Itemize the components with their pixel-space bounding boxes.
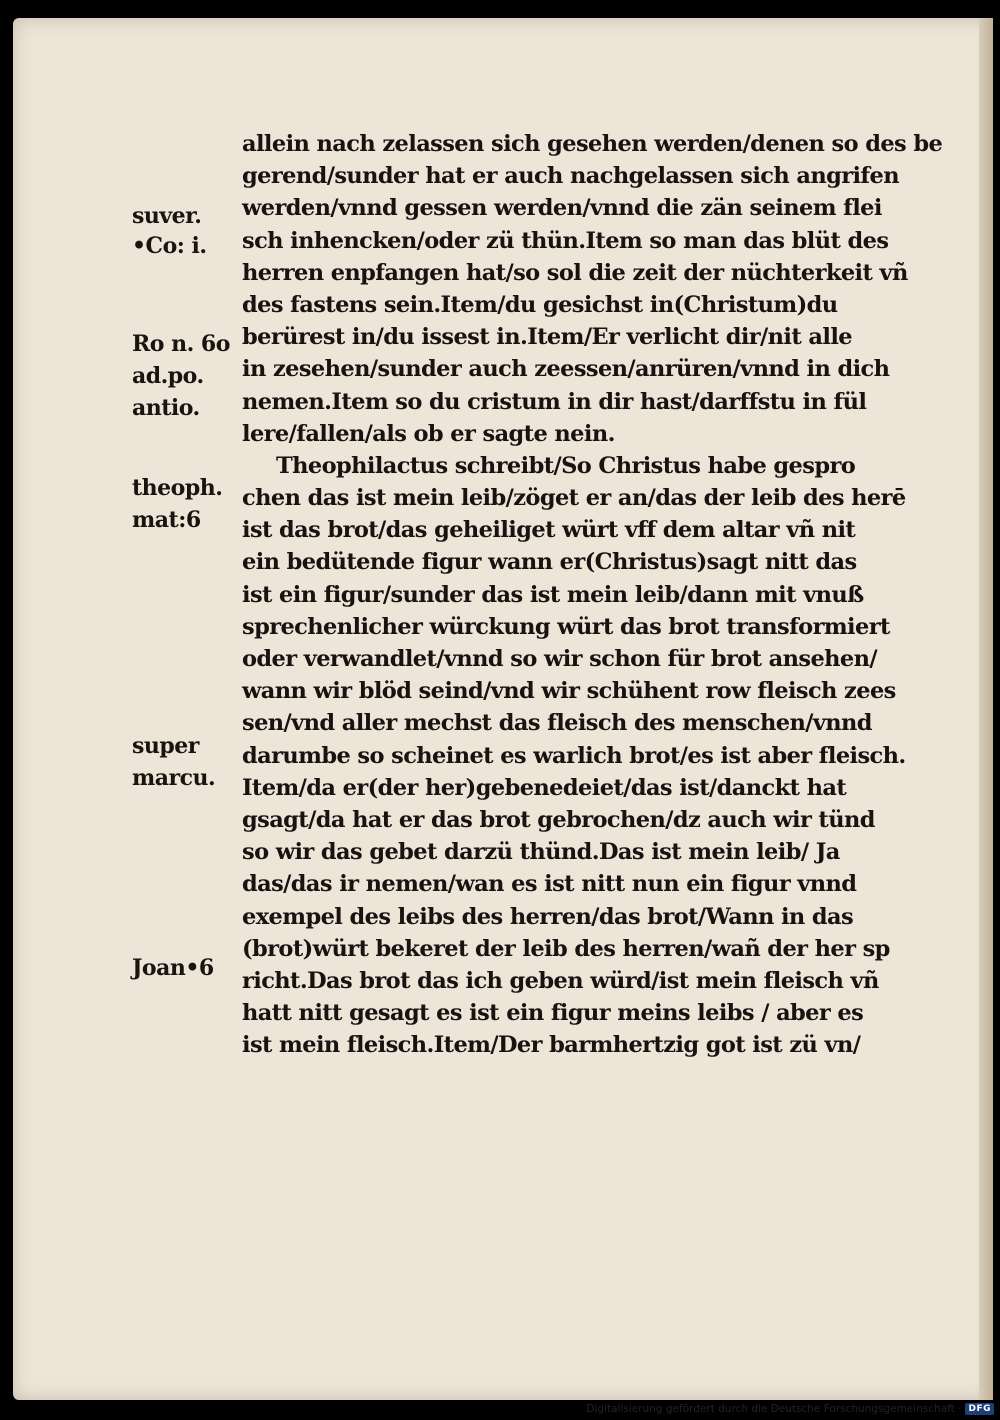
dfg-logo: DFG	[965, 1403, 994, 1415]
margin-note: super	[132, 733, 199, 759]
page-edge-shadow	[979, 18, 993, 1400]
text-line: das/das ir nemen/wan es ist nitt nun ein figur vnnd	[242, 871, 857, 898]
margin-note: mat:6	[132, 507, 201, 533]
margin-note: suver.	[132, 203, 202, 229]
text-line: darumbe so scheinet es warlich brot/es ist aber fleisch.	[242, 742, 906, 769]
margin-note: •Co: i.	[132, 233, 207, 259]
text-line: so wir das gebet darzü thünd.Das ist mein leib/ Ja	[242, 839, 840, 866]
margin-note: ad.po.	[132, 363, 204, 389]
text-line: chen das ist mein leib/zöget er an/das der leib des herē	[242, 485, 906, 512]
digitization-credit	[586, 1401, 994, 1417]
text-line: (brot)würt bekeret der leib des herren/wañ der her sp	[242, 935, 890, 962]
text-line: wann wir blöd seind/vnd wir schühent row fleisch zees	[242, 678, 896, 705]
text-line: Item/da er(der her)gebenedeiet/das ist/danckt hat	[242, 774, 847, 801]
text-line: des fastens sein.Item/du gesichst in(Christum)du	[242, 291, 838, 318]
text-line: gerend/sunder hat er auch nachgelassen sich angrifen	[242, 163, 899, 190]
text-line: sch inhencken/oder zü thün.Item so man das blüt des	[242, 227, 889, 254]
text-line: nemen.Item so du cristum in dir hast/darffstu in fül	[242, 388, 867, 415]
margin-note: antio.	[132, 395, 200, 421]
text-line: exempel des leibs des herren/das brot/Wann in das	[242, 903, 854, 930]
text-line: werden/vnnd gessen werden/vnnd die zän seinem flei	[242, 195, 882, 222]
text-line: oder verwandlet/vnnd so wir schon für brot ansehen/	[242, 646, 878, 672]
main-text-column	[242, 128, 942, 1061]
text-line: in zesehen/sunder auch zeessen/anrüren/vnnd in dich	[242, 356, 890, 383]
text-line: ein bedütende figur wann er(Christus)sagt nitt das	[242, 549, 857, 576]
text-line: Theophilactus schreibt/So Christus habe gespro	[276, 452, 856, 479]
text-line: ist das brot/das geheiliget würt vff dem altar vñ nit	[242, 517, 856, 544]
margin-note: Ro n. 6o	[132, 331, 230, 357]
credit-text: Digitalisierung gefördert durch die Deutsche Forschungsgemeinschaft ·	[586, 1403, 962, 1415]
text-line: hatt nitt gesagt es ist ein figur meins leibs / aber es	[242, 1000, 864, 1027]
text-line: allein nach zelassen sich gesehen werden/denen so des be	[242, 131, 943, 157]
text-line: lere/fallen/als ob er sagte nein.	[242, 420, 615, 447]
text-line: berürest in/du issest in.Item/Er verlicht dir/nit alle	[242, 324, 852, 351]
margin-note: theoph.	[132, 475, 223, 501]
text-line: herren enpfangen hat/so sol die zeit der nüchterkeit vñ	[242, 259, 908, 286]
text-line: ist ein figur/sunder das ist mein leib/dann mit vnuß	[242, 581, 864, 608]
text-line: sprechenlicher würckung würt das brot transformiert	[242, 613, 890, 640]
text-line: sen/vnd aller mechst das fleisch des menschen/vnnd	[242, 710, 872, 737]
margin-note: Joan•6	[132, 955, 214, 981]
text-line: gsagt/da hat er das brot gebrochen/dz auch wir tünd	[242, 806, 875, 833]
text-line: ist mein fleisch.Item/Der barmhertzig got ist zü vn/	[242, 1032, 861, 1059]
text-line: richt.Das brot das ich geben würd/ist mein fleisch vñ	[242, 967, 879, 994]
margin-note: marcu.	[132, 765, 216, 791]
